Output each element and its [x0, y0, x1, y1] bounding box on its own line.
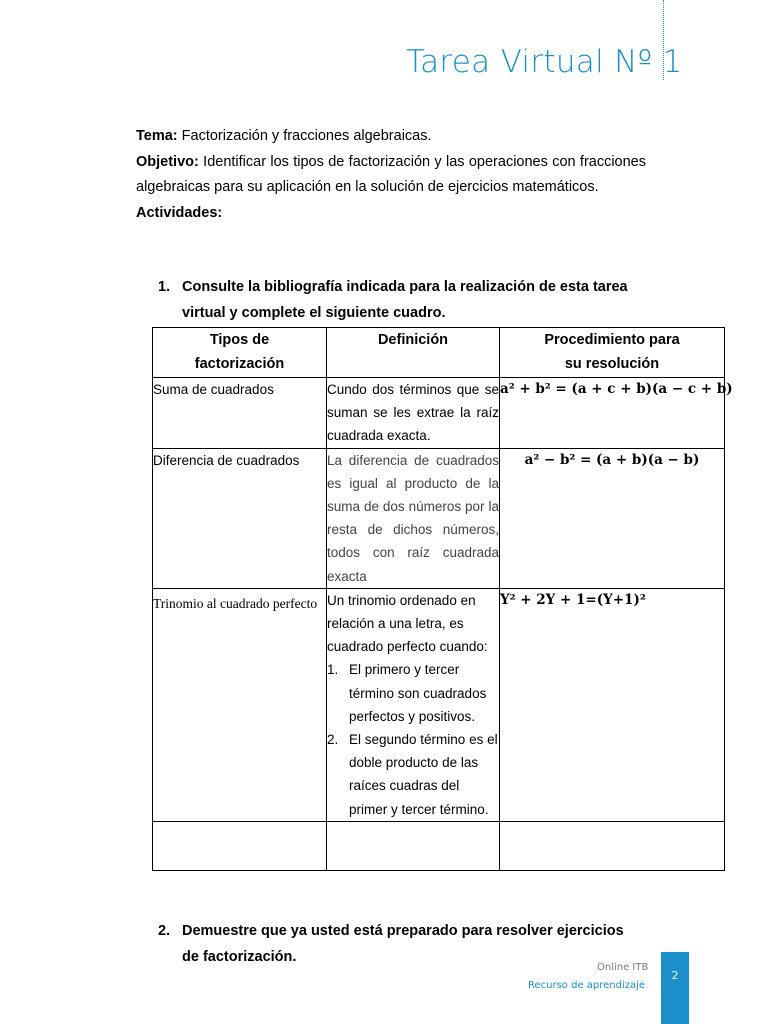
row-1-type: Suma de cuadrados	[153, 378, 327, 449]
table-header-row	[153, 328, 725, 378]
row-1-procedure: a² + b² = (a + c + b)(a − c + b)	[500, 378, 725, 449]
question-1-text: Consulte la bibliografía indicada para la realización de esta tarea virtual y complete el siguiente cuadro.	[182, 279, 628, 321]
row-2-definition: La diferencia de cuadrados es igual al producto de la suma de dos números por la resta de dichos números, todos con raíz cuadrada exacta	[327, 448, 500, 588]
tema-text: Factorización y fracciones algebraicas.	[177, 128, 432, 144]
list-item	[327, 658, 499, 728]
page-number: 2	[661, 952, 689, 1024]
row-3-type: Trinomio al cuadrado perfecto	[153, 588, 327, 821]
row-3-definition-cell	[327, 588, 500, 821]
step-1-number: 1.	[327, 662, 339, 678]
row-3-definition: Un trinomio ordenado en relación a una letra, es cuadrado perfecto cuando:	[327, 592, 488, 655]
row-3-steps	[327, 658, 499, 820]
header-procedimiento: Procedimiento para su resolución	[500, 328, 725, 378]
row-2-procedure: a² − b² = (a + b)(a − b)	[500, 448, 725, 588]
footer-resource: Recurso de aprendizaje	[528, 980, 646, 991]
tema-line	[136, 124, 646, 150]
row-4-definition	[327, 821, 500, 870]
question-2	[158, 918, 628, 970]
objetivo-text: Identificar los tipos de factorización y las operaciones con fracciones algebraicas para su aplicación en la solución de ejercicios matemáticos.	[136, 153, 646, 195]
row-1-definition: Cundo dos términos que se suman se les extrae la raíz cuadrada exacta.	[327, 378, 500, 449]
header-definicion: Definición	[327, 328, 500, 378]
question-2-text: Demuestre que ya usted está preparado para resolver ejercicios de factorización.	[182, 923, 624, 965]
objetivo-line	[136, 150, 646, 201]
question-2-number: 2.	[158, 923, 171, 939]
question-1-number: 1.	[158, 279, 171, 295]
factorization-table	[152, 327, 733, 871]
step-2-text: El segundo término es el doble producto de las raíces cuadras del primer y tercer término.	[349, 732, 498, 817]
step-2-number: 2.	[327, 732, 339, 748]
header-tipos: Tipos de factorización	[153, 328, 327, 378]
list-item	[327, 728, 499, 821]
question-1	[158, 274, 628, 326]
row-3-procedure: Y² + 2Y + 1=(Y+1)²	[500, 588, 725, 821]
objetivo-label: Objetivo:	[136, 153, 199, 170]
row-2-type: Diferencia de cuadrados	[153, 448, 327, 588]
tema-label: Tema:	[136, 128, 178, 144]
row-4-procedure	[500, 821, 725, 870]
table-row	[153, 448, 725, 588]
table-row	[153, 821, 725, 870]
intro-section	[136, 124, 646, 226]
step-1-text: El primero y tercer término son cuadrados perfectos y positivos.	[349, 662, 487, 724]
actividades-line	[136, 201, 646, 227]
table-row	[153, 378, 725, 449]
actividades-label: Actividades:	[136, 204, 223, 221]
footer-org: Online ITB	[597, 962, 649, 973]
document-title: Tarea Virtual Nº 1	[406, 44, 683, 80]
row-4-type	[153, 821, 327, 870]
table-row	[153, 588, 725, 821]
